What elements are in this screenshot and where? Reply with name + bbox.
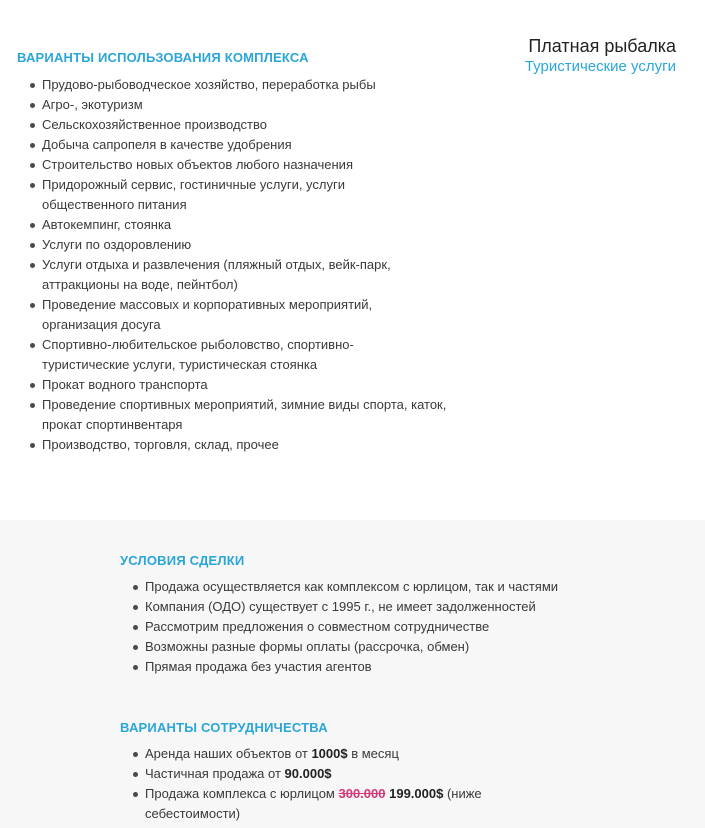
list-item [25, 395, 452, 435]
list-item [25, 135, 445, 155]
full-sale-suffix: (ниже себестоимости) [145, 786, 482, 821]
list-item [25, 435, 445, 455]
list-item [128, 657, 628, 677]
new-price: 199.000$ [389, 786, 444, 801]
list-item-text: Компания (ОДО) существует с 1995 г., не имеет задолженностей [145, 599, 536, 614]
list-item [128, 784, 528, 824]
rent-prefix: Аренда наших объектов от [145, 746, 312, 761]
bullet-icon [133, 585, 138, 590]
list-item-text: Прудово-рыбоводческое хозяйство, переработка рыбы [42, 77, 376, 92]
bullet-icon [133, 792, 138, 797]
list-item-text: Проведение спортивных мероприятий, зимние виды спорта, каток, прокат спортинвентаря [42, 397, 447, 432]
list-item-text: Агро-, экотуризм [42, 97, 143, 112]
bullet-icon [30, 123, 35, 128]
cooperation-list [128, 744, 528, 824]
bullet-icon [30, 183, 35, 188]
list-item [25, 175, 382, 215]
brand-block [525, 35, 676, 77]
list-item-text: Сельскохозяйственное производство [42, 117, 267, 132]
partial-amount: 90.000$ [284, 766, 332, 781]
list-item-text: Возможны разные формы оплаты (рассрочка, обмен) [145, 639, 470, 654]
list-item [25, 295, 427, 335]
list-item [25, 95, 445, 115]
list-item-text: Автокемпинг, стоянка [42, 217, 172, 232]
list-item [128, 577, 628, 597]
rent-suffix: в месяц [347, 746, 399, 761]
list-item [25, 115, 445, 135]
cooperation-section-title: ВАРИАНТЫ СОТРУДНИЧЕСТВА [120, 720, 328, 735]
list-item [128, 764, 528, 784]
list-item [25, 75, 445, 95]
bullet-icon [30, 443, 35, 448]
rent-amount: 1000$ [311, 746, 348, 761]
brand-title: Платная рыбалка [528, 36, 676, 56]
list-item-text: Прямая продажа без участия агентов [145, 659, 372, 674]
full-sale-prefix: Продажа комплекса с юрлицом [145, 786, 339, 801]
list-item-text: Проведение массовых и корпоративных мероприятий, организация досуга [42, 297, 373, 332]
bullet-icon [30, 163, 35, 168]
list-item [25, 215, 445, 235]
list-item [128, 597, 628, 617]
bullet-icon [30, 103, 35, 108]
list-item [25, 375, 445, 395]
brand-subtitle: Туристические услуги [524, 58, 676, 75]
list-item-text: Придорожный сервис, гостиничные услуги, услуги общественного питания [42, 177, 345, 212]
old-price: 300.000 [338, 786, 386, 801]
list-item-text: Услуги отдыха и развлечения (пляжный отдых, вейк-парк, аттракционы на воде, пейнтбол) [42, 257, 391, 292]
list-item-text: Добыча сапропеля в качестве удобрения [42, 137, 292, 152]
list-item [25, 235, 445, 255]
uses-section-title: ВАРИАНТЫ ИСПОЛЬЗОВАНИЯ КОМПЛЕКСА [17, 50, 309, 65]
uses-list [25, 75, 445, 455]
list-item-text: Продажа осуществляется как комплексом с юрлицом, так и частями [145, 579, 559, 594]
bullet-icon [133, 752, 138, 757]
bullet-icon [30, 263, 35, 268]
list-item-text: Прокат водного транспорта [42, 377, 208, 392]
bullet-icon [30, 243, 35, 248]
bullet-icon [30, 383, 35, 388]
list-item-text: Спортивно-любительское рыболовство, спортивно-туристические услуги, туристическая стоянка [42, 337, 354, 372]
conditions-section-title: УСЛОВИЯ СДЕЛКИ [120, 553, 245, 568]
bullet-icon [30, 343, 35, 348]
bullet-icon [30, 143, 35, 148]
list-item-text: Строительство новых объектов любого назначения [42, 157, 353, 172]
conditions-list [128, 577, 628, 677]
list-item [25, 335, 387, 375]
list-item [128, 637, 628, 657]
bullet-icon [133, 645, 138, 650]
list-item [128, 617, 628, 637]
bullet-icon [133, 665, 138, 670]
list-item-text: Производство, торговля, склад, прочее [42, 437, 279, 452]
deal-section [0, 520, 705, 828]
bullet-icon [30, 403, 35, 408]
bullet-icon [133, 772, 138, 777]
partial-prefix: Частичная продажа от [145, 766, 285, 781]
list-item [25, 255, 427, 295]
bullet-icon [30, 303, 35, 308]
bullet-icon [133, 605, 138, 610]
bullet-icon [30, 83, 35, 88]
bullet-icon [30, 223, 35, 228]
list-item-text: Рассмотрим предложения о совместном сотрудничестве [145, 619, 490, 634]
list-item [128, 744, 528, 764]
list-item-text: Услуги по оздоровлению [42, 237, 192, 252]
list-item [25, 155, 445, 175]
bullet-icon [133, 625, 138, 630]
